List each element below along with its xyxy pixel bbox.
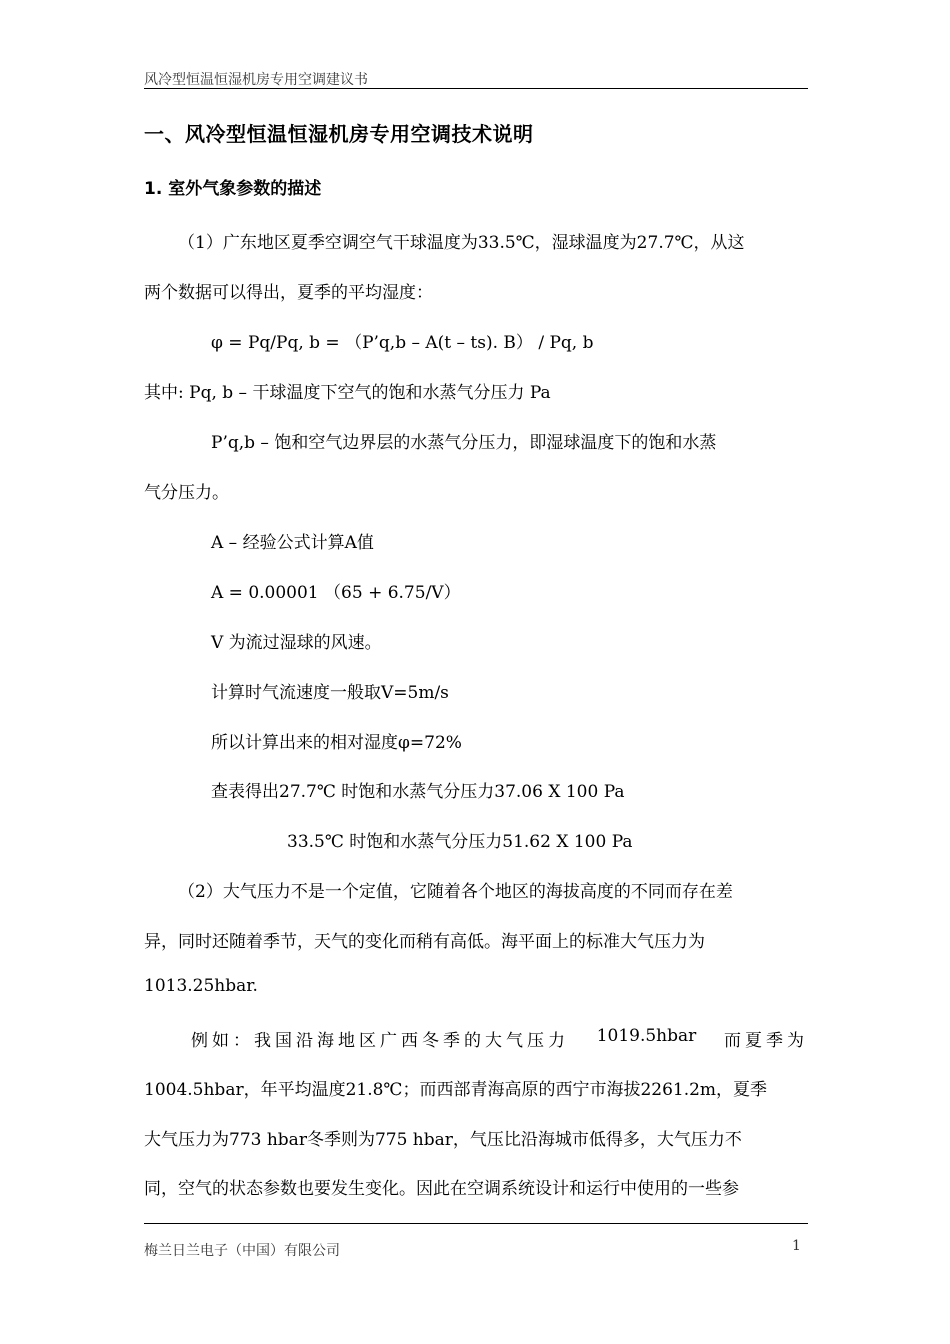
v-definition: V 为流过湿球的风速。 bbox=[211, 633, 382, 653]
paragraph3-line1-part3: 而夏季为 bbox=[723, 1031, 808, 1051]
paragraph2-line3: 1013.25hbar. bbox=[144, 976, 258, 996]
humidity-formula: φ = Pq/Pq, b = （P’q,b – A(t – ts). B） / Pq, b bbox=[211, 333, 594, 353]
paragraph1-line2: 两个数据可以得出，夏季的平均湿度： bbox=[144, 283, 433, 303]
where-definition: 其中: Pq, b – 干球温度下空气的饱和水蒸气分压力 Pa bbox=[144, 383, 551, 403]
section-title: 一、风冷型恒温恒湿机房专用空调技术说明 bbox=[144, 122, 534, 146]
paragraph3-line1-part2: 1019.5hbar bbox=[596, 1026, 697, 1046]
header-divider bbox=[144, 88, 808, 89]
p-prime-definition-line2: 气分压力。 bbox=[144, 483, 229, 503]
v-value: 计算时气流速度一般取V=5m/s bbox=[211, 683, 449, 703]
footer-company: 梅兰日兰电子（中国）有限公司 bbox=[144, 1243, 340, 1259]
lookup-line2: 33.5℃ 时饱和水蒸气分压力51.62 X 100 Pa bbox=[287, 832, 633, 852]
paragraph2-line1: （2）大气压力不是一个定值，它随着各个地区的海拔高度的不同而存在差 bbox=[178, 882, 733, 902]
lookup-line1: 查表得出27.7℃ 时饱和水蒸气分压力37.06 X 100 Pa bbox=[211, 782, 625, 802]
paragraph3-line1 bbox=[144, 1026, 808, 1051]
paragraph2-line2: 异，同时还随着季节，天气的变化而稍有高低。海平面上的标准大气压力为 bbox=[144, 932, 705, 952]
p-prime-definition-line1: P’q,b – 饱和空气边界层的水蒸气分压力，即湿球温度下的饱和水蒸 bbox=[211, 433, 717, 453]
page-header-title: 风冷型恒温恒湿机房专用空调建议书 bbox=[144, 72, 368, 88]
a-formula: A = 0.00001 （65 + 6.75/V） bbox=[211, 583, 461, 603]
paragraph3-line1-part1: 例如：我国沿海地区广西冬季的大气压力 bbox=[191, 1031, 569, 1051]
page-number: 1 bbox=[792, 1238, 801, 1254]
paragraph3-line3: 大气压力为773 hbar冬季则为775 hbar，气压比沿海城市低得多，大气压力不 bbox=[144, 1130, 742, 1150]
a-definition: A – 经验公式计算A值 bbox=[211, 533, 374, 553]
paragraph3-line2: 1004.5hbar，年平均温度21.8℃；而西部青海高原的西宁市海拔2261.2m，夏季 bbox=[144, 1080, 768, 1100]
paragraph1-line1: （1）广东地区夏季空调空气干球温度为33.5℃，湿球温度为27.7℃，从这 bbox=[178, 233, 745, 253]
humidity-result: 所以计算出来的相对湿度φ=72% bbox=[211, 733, 462, 753]
paragraph3-line4: 同，空气的状态参数也要发生变化。因此在空调系统设计和运行中使用的一些参 bbox=[144, 1179, 739, 1199]
subsection-title: 1. 室外气象参数的描述 bbox=[144, 179, 322, 199]
footer-divider bbox=[144, 1223, 808, 1224]
